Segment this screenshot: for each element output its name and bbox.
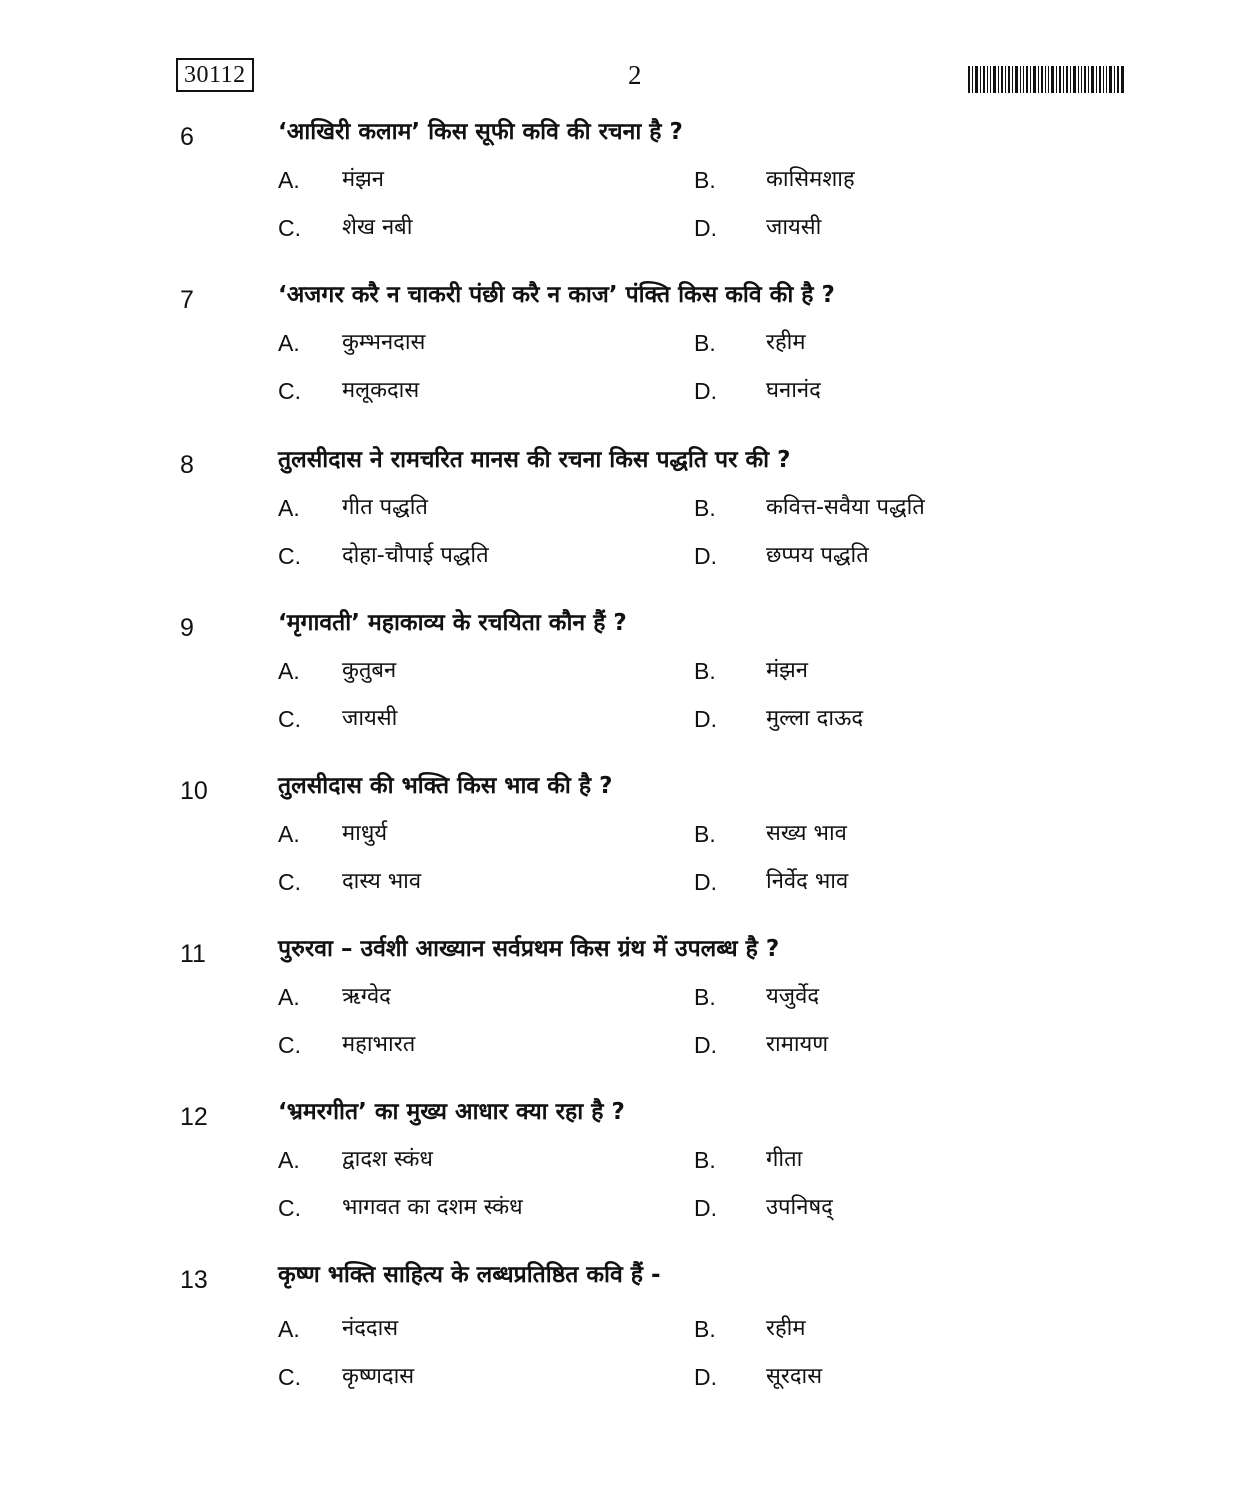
question-text: तुलसीदास की भक्ति किस भाव की है ? bbox=[278, 773, 613, 799]
option-text-c: शेख नबी bbox=[342, 215, 413, 240]
option-text-c: भागवत का दशम स्कंध bbox=[342, 1195, 523, 1220]
question-number: 11 bbox=[180, 940, 206, 968]
page-number: 2 bbox=[628, 60, 642, 90]
option-text-d: छप्पय पद्धति bbox=[766, 543, 869, 568]
option-letter-c: C. bbox=[278, 1032, 301, 1058]
question-text: कृष्ण भक्ति साहित्य के लब्धप्रतिष्ठित कवि हैं - bbox=[278, 1262, 661, 1288]
question-number: 10 bbox=[180, 777, 208, 805]
option-letter-d: D. bbox=[694, 1364, 717, 1390]
option-letter-b: B. bbox=[694, 330, 716, 356]
option-letter-c: C. bbox=[278, 706, 301, 732]
question-number: 7 bbox=[180, 286, 194, 314]
option-letter-a: A. bbox=[278, 984, 300, 1010]
option-text-c: कृष्णदास bbox=[342, 1364, 415, 1389]
option-text-c: जायसी bbox=[342, 706, 398, 731]
option-text-d: उपनिषद् bbox=[766, 1195, 833, 1220]
option-text-b: गीता bbox=[766, 1147, 803, 1172]
question-text: ‘भ्रमरगीत’ का मुख्य आधार क्या रहा है ? bbox=[278, 1099, 625, 1125]
option-text-b: कवित्त-सवैया पद्धति bbox=[766, 495, 925, 520]
option-letter-b: B. bbox=[694, 821, 716, 847]
option-letter-c: C. bbox=[278, 1195, 301, 1221]
option-letter-d: D. bbox=[694, 869, 717, 895]
option-text-b: यजुर्वेद bbox=[766, 984, 819, 1009]
option-letter-d: D. bbox=[694, 215, 717, 241]
option-letter-a: A. bbox=[278, 330, 300, 356]
question-text: ‘मृगावती’ महाकाव्य के रचयिता कौन हैं ? bbox=[278, 610, 627, 636]
option-text-b: रहीम bbox=[766, 1316, 806, 1341]
option-text-c: मलूकदास bbox=[342, 378, 420, 403]
barcode-graphic bbox=[968, 66, 1124, 93]
option-letter-d: D. bbox=[694, 706, 717, 732]
option-letter-a: A. bbox=[278, 167, 300, 193]
option-letter-b: B. bbox=[694, 658, 716, 684]
question-text: पुरुरवा – उर्वशी आख्यान सर्वप्रथम किस ग्रंथ में उपलब्ध है ? bbox=[278, 936, 780, 962]
option-letter-b: B. bbox=[694, 1147, 716, 1173]
option-letter-a: A. bbox=[278, 1316, 300, 1342]
option-text-a: गीत पद्धति bbox=[342, 495, 428, 520]
option-text-a: कुम्भनदास bbox=[342, 330, 426, 355]
option-letter-a: A. bbox=[278, 495, 300, 521]
option-letter-d: D. bbox=[694, 1195, 717, 1221]
option-letter-d: D. bbox=[694, 378, 717, 404]
question-number: 8 bbox=[180, 451, 194, 479]
option-text-d: निर्वेद भाव bbox=[766, 869, 849, 894]
option-text-d: सूरदास bbox=[766, 1364, 823, 1389]
option-letter-c: C. bbox=[278, 1364, 301, 1390]
question-number: 9 bbox=[180, 614, 194, 642]
option-letter-c: C. bbox=[278, 215, 301, 241]
option-text-b: रहीम bbox=[766, 330, 806, 355]
option-text-b: कासिमशाह bbox=[766, 167, 855, 192]
question-number: 12 bbox=[180, 1103, 208, 1131]
option-text-c: दास्य भाव bbox=[342, 869, 422, 894]
option-text-a: मंझन bbox=[342, 167, 384, 192]
option-text-a: नंददास bbox=[342, 1316, 399, 1341]
option-text-d: रामायण bbox=[766, 1032, 829, 1057]
option-text-b: सख्य भाव bbox=[766, 821, 847, 846]
option-text-a: द्वादश स्कंध bbox=[342, 1147, 433, 1172]
option-letter-a: A. bbox=[278, 658, 300, 684]
option-text-d: जायसी bbox=[766, 215, 822, 240]
option-letter-b: B. bbox=[694, 1316, 716, 1342]
option-letter-c: C. bbox=[278, 869, 301, 895]
option-text-a: कुतुबन bbox=[342, 658, 397, 683]
option-text-c: दोहा-चौपाई पद्धति bbox=[342, 543, 489, 568]
paper-code: 30112 bbox=[176, 58, 254, 92]
question-text: ‘आखिरी कलाम’ किस सूफी कवि की रचना है ? bbox=[278, 119, 683, 145]
option-letter-b: B. bbox=[694, 984, 716, 1010]
option-text-a: माधुर्य bbox=[342, 821, 388, 846]
option-text-c: महाभारत bbox=[342, 1032, 416, 1057]
option-text-d: मुल्ला दाऊद bbox=[766, 706, 864, 731]
option-letter-d: D. bbox=[694, 543, 717, 569]
question-text: तुलसीदास ने रामचरित मानस की रचना किस पद्धति पर की ? bbox=[278, 447, 791, 473]
option-text-d: घनानंद bbox=[766, 378, 821, 403]
option-text-b: मंझन bbox=[766, 658, 808, 683]
option-letter-a: A. bbox=[278, 1147, 300, 1173]
option-letter-b: B. bbox=[694, 495, 716, 521]
option-text-a: ऋग्वेद bbox=[342, 984, 391, 1009]
option-letter-d: D. bbox=[694, 1032, 717, 1058]
option-letter-b: B. bbox=[694, 167, 716, 193]
question-number: 6 bbox=[180, 123, 194, 151]
option-letter-a: A. bbox=[278, 821, 300, 847]
question-text: ‘अजगर करै न चाकरी पंछी करै न काज’ पंक्ति किस कवि की है ? bbox=[278, 282, 835, 308]
question-number: 13 bbox=[180, 1266, 208, 1294]
option-letter-c: C. bbox=[278, 543, 301, 569]
option-letter-c: C. bbox=[278, 378, 301, 404]
